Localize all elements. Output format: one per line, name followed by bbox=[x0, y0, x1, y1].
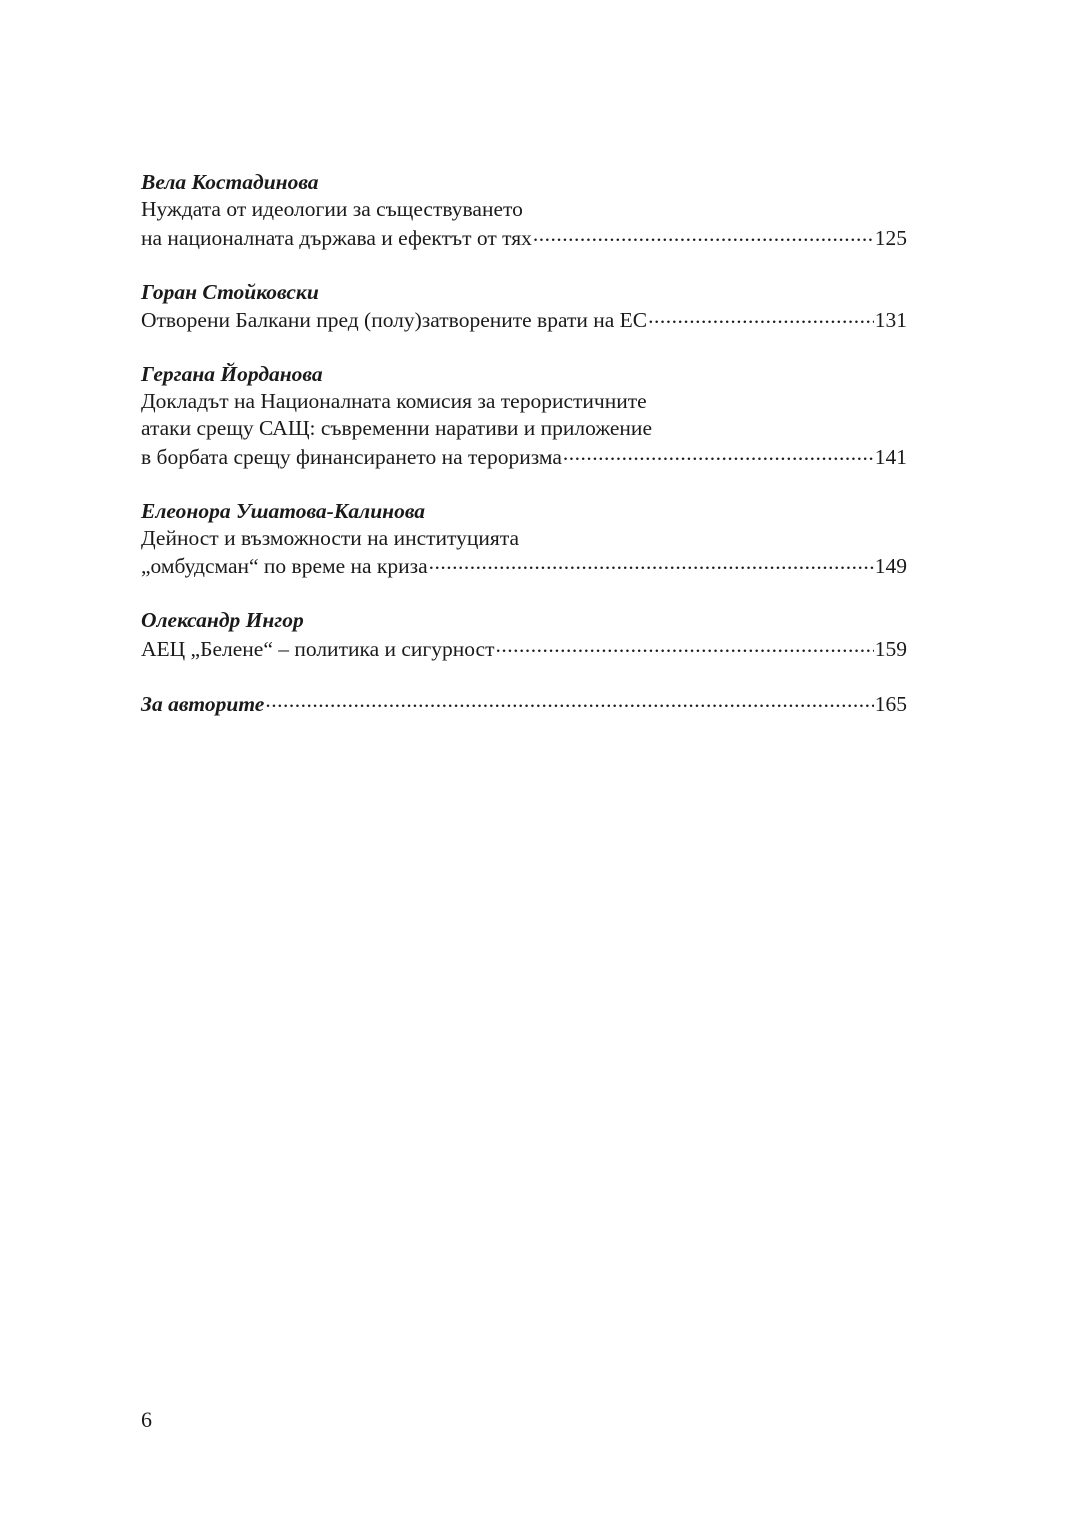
page-number: 6 bbox=[141, 1407, 152, 1432]
toc-title-line: Докладът на Националната комисия за терористичните bbox=[141, 389, 647, 413]
dot-leader bbox=[265, 690, 873, 712]
dot-leader bbox=[495, 634, 873, 656]
dot-leader bbox=[563, 442, 874, 464]
toc-author: Горан Стойковски bbox=[141, 279, 319, 304]
toc-entry bbox=[141, 607, 907, 663]
toc-title-last-line bbox=[141, 552, 907, 581]
toc-about-authors-label: За авторите bbox=[141, 692, 265, 716]
toc-page-number: 141 bbox=[874, 444, 907, 469]
toc-title-line: Нуждата от идеологии за съществуването bbox=[141, 197, 523, 221]
toc-page-number: 131 bbox=[874, 308, 907, 332]
toc-title-last-line bbox=[141, 306, 907, 335]
toc-author: Вела Костадинова bbox=[141, 170, 319, 194]
toc-about-authors-line bbox=[141, 690, 907, 719]
toc-title-last-line bbox=[141, 634, 907, 663]
dot-leader bbox=[533, 223, 874, 245]
toc-page-number: 165 bbox=[874, 692, 907, 716]
toc-title-last-line bbox=[141, 223, 907, 252]
toc-entry bbox=[141, 498, 907, 581]
toc-title-text: „омбудсман“ по време на криза bbox=[141, 554, 428, 578]
toc-author: Гергана Йорданова bbox=[141, 362, 323, 386]
toc-entry-about-authors bbox=[141, 690, 907, 719]
toc-title-last-line bbox=[141, 442, 907, 471]
toc-author: Олександр Ингор bbox=[141, 608, 304, 632]
toc-page-number: 125 bbox=[874, 225, 907, 250]
toc-title-text: Отворени Балкани пред (полу)затворените врати на ЕС bbox=[141, 308, 648, 332]
toc-title-text: АЕЦ „Белене“ – политика и сигурност bbox=[141, 636, 495, 661]
toc-entry bbox=[141, 279, 907, 335]
toc-page-number: 149 bbox=[874, 554, 907, 578]
table-of-contents bbox=[141, 169, 907, 745]
toc-title-line: атаки срещу САЩ: съвременни наративи и приложение bbox=[141, 416, 652, 440]
toc-page-number: 159 bbox=[874, 636, 907, 661]
toc-author: Елеонора Ушатова-Калинова bbox=[141, 498, 426, 523]
toc-title-text: на националната държава и ефектът от тях bbox=[141, 225, 532, 250]
toc-title-text: в борбата срещу финансирането на тероризма bbox=[141, 444, 562, 469]
toc-entry bbox=[141, 361, 907, 471]
dot-leader bbox=[648, 306, 874, 328]
dot-leader bbox=[429, 552, 874, 574]
toc-title-line: Дейност и възможности на институцията bbox=[141, 525, 520, 550]
toc-entry bbox=[141, 169, 907, 252]
